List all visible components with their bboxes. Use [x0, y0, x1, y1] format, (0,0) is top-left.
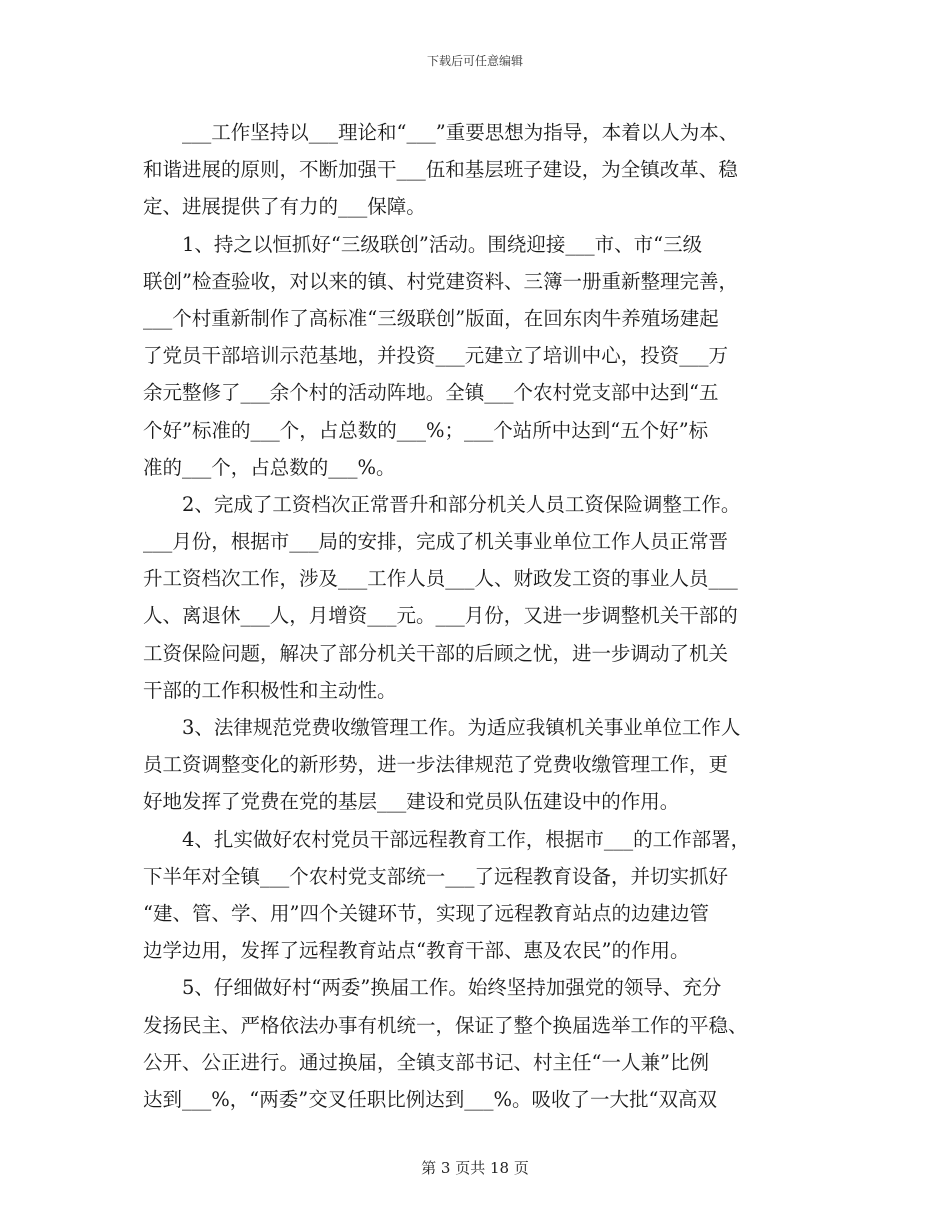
- paragraph-line: 发扬民主、严格依法办事有机统一，保证了整个换届选举工作的平稳、: [143, 1013, 748, 1037]
- paragraph-line: 个好”标准的___个，占总数的___%；___个站所中达到“五个好”标: [143, 418, 709, 442]
- paragraph-line: 和谐进展的原则，不断加强干___伍和基层班子建设，为全镇改革、稳: [143, 158, 738, 182]
- paragraph-line: 好地发挥了党费在党的基层___建设和党员队伍建设中的作用。: [143, 790, 680, 814]
- paragraph-line: 余元整修了___余个村的活动阵地。全镇___个农村党支部中达到“五: [143, 381, 719, 405]
- paragraph-line: 1、持之以恒抓好“三级联创”活动。围绕迎接___市、市“三级: [182, 232, 703, 256]
- paragraph-line: 升工资档次工作，涉及___工作人员___人、财政发工资的事业人员___: [143, 567, 738, 591]
- paragraph-line: 下半年对全镇___个农村党支部统一___了远程教育设备，并切实抓好: [143, 864, 729, 888]
- page-header: 下载后可任意编辑: [426, 54, 523, 68]
- paragraph-line: 3、法律规范党费收缴管理工作。为适应我镇机关事业单位工作人: [182, 716, 741, 739]
- paragraph-line: 了党员干部培训示范基地，并投资___元建立了培训中心，投资___万: [143, 344, 729, 368]
- paragraph-line: ___个村重新制作了高标准“三级联创”版面，在回东肉牛养殖场建起: [143, 306, 719, 330]
- paragraph-line: 联创”检查验收，对以来的镇、村党建资料、三簿一册重新整理完善，: [143, 269, 738, 293]
- paragraph-line: ___工作坚持以___理论和“___”重要思想为指导，本着以人为本、: [182, 121, 739, 144]
- paragraph-line: 达到___%，“两委”交叉任职比例达到___%。吸收了一大批“双高双: [143, 1087, 717, 1111]
- paragraph-line: 定、进展提供了有力的___保障。: [143, 195, 426, 219]
- paragraph-line: 边学边用，发挥了远程教育站点“教育干部、惠及农民”的作用。: [143, 939, 690, 963]
- paragraph-line: ___月份，根据市___局的安排，完成了机关事业单位工作人员正常晋: [143, 530, 729, 554]
- paragraph-line: 4、扎实做好农村党员干部远程教育工作，根据市___的工作部署，: [182, 827, 751, 851]
- paragraph-line: 员工资调整变化的新形势，进一步法律规范了党费收缴管理工作，更: [143, 753, 729, 777]
- paragraph-line: 人、离退休___人，月增资___元。___月份，又进一步调整机关干部的: [143, 604, 738, 628]
- paragraph-line: 工资保险问题，解决了部分机关干部的后顾之忧，进一步调动了机关: [143, 641, 729, 665]
- document-body: [143, 114, 803, 1118]
- paragraph-line: 2、完成了工资档次正常晋升和部分机关人员工资保险调整工作。: [182, 492, 741, 516]
- paragraph-line: 公开、公正进行。通过换届，全镇支部书记、村主任“一人兼”比例: [143, 1050, 709, 1074]
- page-footer: 第 3 页共 18 页: [421, 1159, 529, 1177]
- paragraph-line: 5、仔细做好村“两委”换届工作。始终坚持加强党的领导、充分: [182, 976, 722, 1000]
- paragraph-line: 准的___个，占总数的___%。: [143, 455, 396, 479]
- paragraph-line: “建、管、学、用”四个关键环节，实现了远程教育站点的边建边管: [143, 901, 709, 925]
- paragraph-line: 干部的工作积极性和主动性。: [143, 678, 397, 702]
